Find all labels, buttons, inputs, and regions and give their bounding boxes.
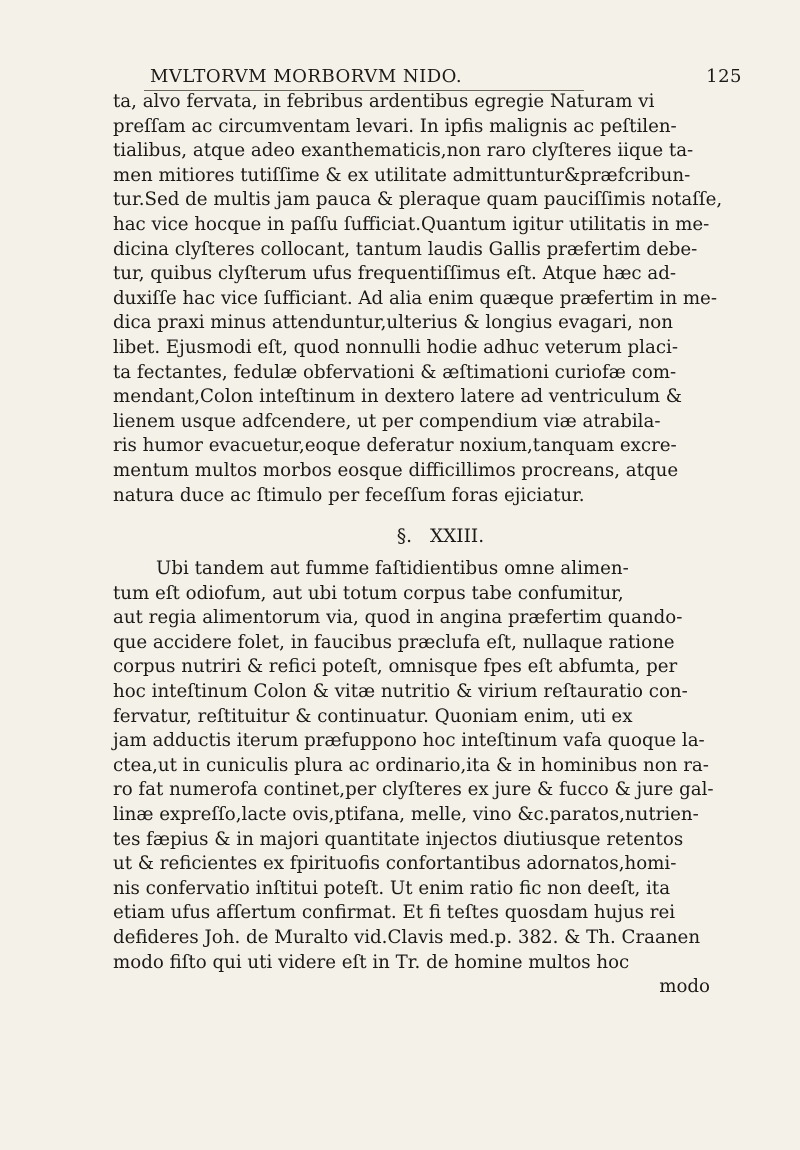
paragraph-2 bbox=[113, 557, 748, 1000]
text-line: natura duce ac ſtimulo per feceſſum foras ejiciatur. bbox=[113, 484, 585, 506]
body-text bbox=[113, 90, 748, 1000]
text-line: men mitiores tutiſſime & ex utilitate admittuntur&præfcribun- bbox=[113, 164, 691, 186]
text-line: tum eſt odiofum, aut ubi totum corpus tabe confumitur, bbox=[113, 582, 624, 604]
page-header bbox=[150, 66, 750, 90]
text-line: corpus nutriri & refici poteſt, omnisque fpes eſt abfumta, per bbox=[113, 656, 678, 678]
text-line: jam adductis iterum præfuppono hoc inteſtinum vafa quoque la- bbox=[113, 730, 705, 752]
text-line: hoc inteſtinum Colon & vitæ nutritio & virium reſtauratio con- bbox=[113, 681, 688, 703]
running-title: MVLTORVM MORBORVM NIDO. bbox=[150, 66, 463, 87]
text-line: dicina clyſteres collocant, tantum laudis Gallis præfertim debe- bbox=[113, 238, 698, 260]
paragraph-1 bbox=[113, 90, 748, 508]
text-line: ta, alvo fervata, in febribus ardentibus egregie Naturam vi bbox=[113, 91, 655, 112]
text-line: dica praxi minus attenduntur,ulterius & longius evagari, non bbox=[113, 312, 673, 334]
text-line: lienem usque adfcendere, ut per compendium viæ atrabila- bbox=[113, 410, 661, 432]
text-line: que accidere folet, in faucibus præclufa eſt, nullaque ratione bbox=[113, 631, 675, 653]
text-line: modo fiſto qui uti videre eſt in Tr. de homine multos hoc bbox=[113, 951, 630, 973]
text-line: duxiſſe hac vice ſufficiant. Ad alia enim quæque præfertim in me- bbox=[113, 287, 717, 309]
text-line: linæ expreſſo,lacte ovis,ptifana, melle, vino &c.paratos,nutrien- bbox=[113, 804, 699, 826]
text-line: nis confervatio inſtitui poteſt. Ut enim ratio fic non deeſt, ita bbox=[113, 877, 671, 899]
text-line: hac vice hocque in paſſu ſufficiat.Quantum igitur utilitatis in me- bbox=[113, 213, 710, 235]
text-line: ta fectantes, fedulæ obfervationi & æſtimationi curiofæ com- bbox=[113, 361, 677, 383]
text-line: libet. Ejusmodi eſt, quod nonnulli hodie adhuc veterum placi- bbox=[113, 336, 678, 358]
text-line: defideres Joh. de Muralto vid.Clavis med.p. 382. & Th. Craanen bbox=[113, 927, 701, 948]
text-line: aut regia alimentorum via, quod in angina præfertim quando- bbox=[113, 607, 683, 629]
text-line: tur, quibus clyſterum ufus frequentiſſimus eſt. Atque hæc ad- bbox=[113, 263, 677, 285]
section-mark: §. bbox=[396, 526, 413, 548]
text-line: tes fæpius & in majori quantitate injectos diutiusque retentos bbox=[113, 828, 684, 850]
page-number: 125 bbox=[706, 66, 742, 87]
section-number: XXIII. bbox=[429, 526, 485, 548]
section-heading bbox=[113, 508, 748, 557]
text-line: preſſam ac circumventam levari. In ipfis malignis ac peſtilen- bbox=[113, 115, 677, 137]
text-line: mentum multos morbos eosque difficillimos procreans, atque bbox=[113, 459, 679, 481]
catchword: modo bbox=[659, 976, 710, 998]
text-line: tialibus, atque adeo exanthematicis,non raro clyſteres iique ta- bbox=[113, 140, 694, 162]
text-line: ctea,ut in cuniculis plura ac ordinario,ita & in hominibus non ra- bbox=[113, 754, 709, 776]
text-line: Ubi tandem aut fumme faſtidientibus omne alimen- bbox=[156, 558, 629, 580]
text-line: ro fat numerofa continet,per clyſteres ex jure & fucco & jure gal- bbox=[113, 779, 714, 801]
text-line: tur.Sed de multis jam pauca & pleraque quam pauciſſimis notaſſe, bbox=[113, 189, 723, 211]
text-line: ris humor evacuetur,eoque deferatur noxium,tanquam excre- bbox=[113, 435, 677, 457]
text-line: mendant,Colon inteſtinum in dextero latere ad ventriculum & bbox=[113, 386, 682, 408]
text-line: ut & reficientes ex fpirituofis confortantibus adornatos,homi- bbox=[113, 853, 677, 875]
text-line: etiam ufus afſertum confirmat. Et fi teſtes quosdam hujus rei bbox=[113, 902, 676, 924]
text-line: fervatur, reſtituitur & continuatur. Quoniam enim, uti ex bbox=[113, 705, 633, 727]
